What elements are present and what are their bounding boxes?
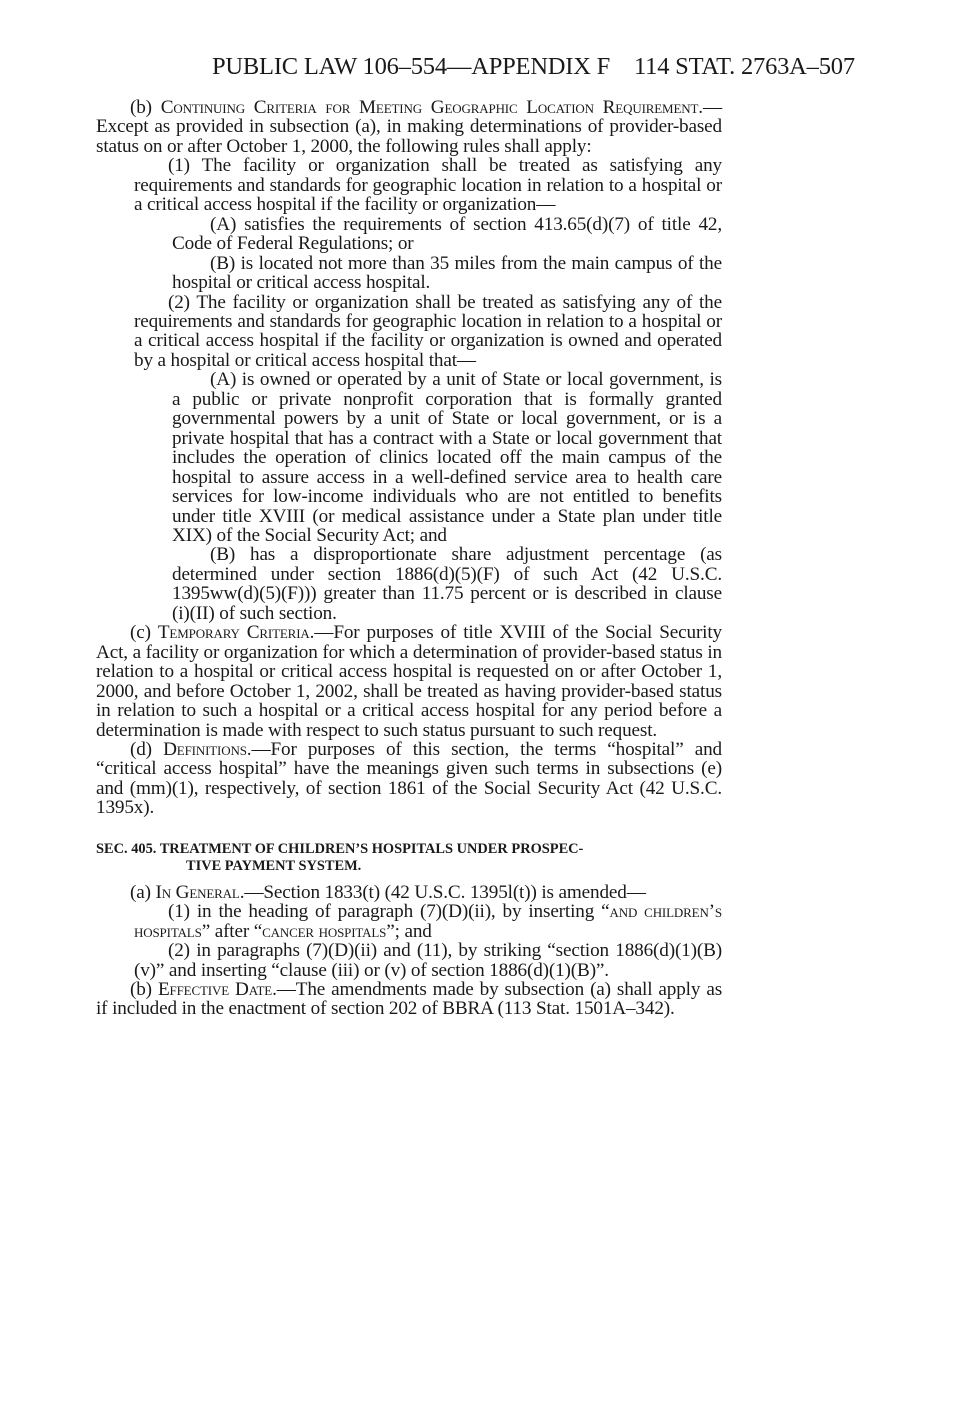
section-405-b: (b) Effective Date.—The amendments made by subsection (a) shall apply as if included in the enactment of section 202 of BBRA (113 Stat. 1501A–342). (96, 979, 723, 1020)
subsection-b-heading: Continuing Criteria for Meeting Geographic Location Requirement. (160, 97, 703, 118)
statute-citation: 114 STAT. 2763A–507 (634, 53, 855, 80)
section-405-a: (a) In General.—Section 1833(t) (42 U.S.C. 1395l(t)) is amended— (130, 881, 646, 903)
subsection-d-heading: Definitions. (163, 738, 252, 760)
subparagraph-b-2-B: (B) has a disproportionate share adjustment percentage (as determined under section 1886(d)(5)(F) of such Act (42 U.S.C. 1395ww(d)(5)(F))) greater than 11.75 percent or is described in clause (i)(II) of such section. (172, 544, 722, 624)
paragraph-b-1: (1) The facility or organization shall be treated as satisfying any requirements and standards for geographic location in relation to a hospital or a critical access hospital if the facility or organization— (134, 155, 722, 216)
subsection-c-heading: Temporary Criteria. (157, 622, 315, 644)
section-405-a-heading: In General. (155, 881, 245, 903)
subparagraph-b-2-A: (A) is owned or operated by a unit of State or local government, is a public or private nonprofit corporation that is formally granted governmental powers by a unit of State or local government, or is a private hospital that has a contract with a State or local government that includes the operation of clinics located off the main campus of the hospital to assure access in a well-defined service area to health care services for low-income individuals who are not entitled to benefits under title XVIII (or medical assistance under a State plan under title XIX) of the Social Security Act; and (172, 369, 722, 546)
publication-title: PUBLIC LAW 106–554—APPENDIX F (212, 53, 611, 80)
subsection-b: (b) Continuing Criteria for Meeting Geographic Location Requirement.—Except as provided in subsection (a), in making determinations of provider-based status on or after October 1, 2000, the following rules shall apply: (96, 97, 722, 157)
section-405-b-heading: Effective Date. (157, 979, 277, 1001)
subsection-d: (d) Definitions.—For purposes of this section, the terms “hospital” and “critical access hospital” have the meanings given such terms in subsections (e) and (mm)(1), respectively, of section 1861 of the Social Security Act (42 U.S.C. 1395x). (96, 738, 722, 819)
paragraph-405-a-1: (1) in the heading of paragraph (7)(D)(ii), by inserting “and children’s hospitals” after “cancer hospitals”; and (134, 901, 723, 942)
section-405-heading: SEC. 405. TREATMENT OF CHILDREN’S HOSPITALS UNDER PROSPEC- TIVE PAYMENT SYSTEM. (96, 840, 584, 874)
document-body (96, 98, 722, 1019)
subsection-c: (c) Temporary Criteria.—For purposes of title XVIII of the Social Security Act, a facility or organization for which a determination of provider-based status in relation to a hospital or critical access hospital is requested on or after October 1, 2000, and before October 1, 2002, shall be treated as having provider-based status in relation to such a hospital or a critical access hospital for any period before a determination is made with respect to such status pursuant to such request. (96, 622, 722, 741)
paragraph-b-2: (2) The facility or organization shall be treated as satisfying any of the requirements and standards for geographic location in relation to a hospital or a critical access hospital if the facility or organization is owned and operated by a hospital or critical access hospital that— (134, 291, 722, 371)
subparagraph-b-1-A: (A) satisfies the requirements of section 413.65(d)(7) of title 42, Code of Federal Regulations; or (172, 213, 722, 255)
subparagraph-b-1-B: (B) is located not more than 35 miles from the main campus of the hospital or critical access hospital. (172, 252, 722, 294)
paragraph-405-a-2: (2) in paragraphs (7)(D)(ii) and (11), by striking “section 1886(d)(1)(B)(v)” and inserting “clause (iii) or (v) of section 1886(d)(1)(B)”. (134, 940, 722, 981)
